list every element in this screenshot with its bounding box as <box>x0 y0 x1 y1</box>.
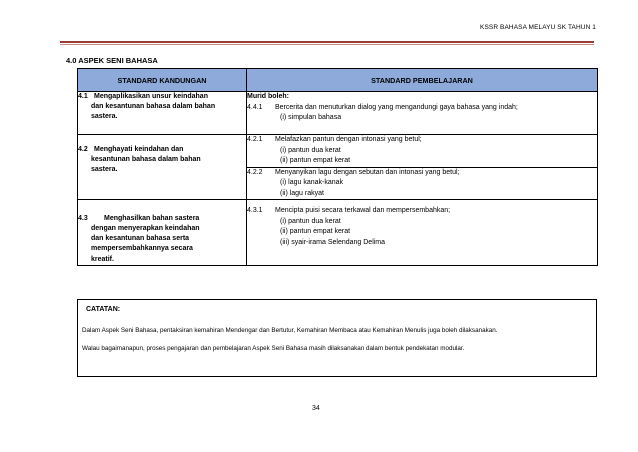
table-row <box>78 200 598 266</box>
kd-line: sastera. <box>91 113 118 121</box>
pb-sub-item: (iii) syair-irama Selendang Delima <box>280 238 386 246</box>
pb-sub-item: (i) lagu kanak-kanak <box>280 179 344 186</box>
section-title: 4.0 ASPEK SENI BAHASA <box>66 56 158 65</box>
header-standard-kandungan: STANDARD KANDUNGAN <box>78 69 247 92</box>
pb-text: Mencipta puisi secara terkawal dan mempersembahkan; <box>275 207 451 214</box>
running-header: KSSR BAHASA MELAYU SK TAHUN 1 <box>480 24 596 31</box>
kd-number: 4.2 <box>78 146 88 153</box>
pb-text: Bercerita dan menuturkan dialog yang mengandungi gaya bahasa yang indah; <box>275 103 518 111</box>
pb-text: Melafazkan pantun dengan intonasi yang betul; <box>275 136 422 143</box>
kd-cell <box>78 92 247 135</box>
header-rule <box>60 41 594 43</box>
kd-line: kreatif. <box>91 255 114 263</box>
kd-line: Menghasilkan bahan sastera <box>104 215 200 222</box>
pb-sub-item: (ii) pantun empat kerat <box>280 228 351 235</box>
table-row <box>78 135 598 168</box>
header-standard-pembelajaran: STANDARD PEMBELAJARAN <box>247 69 598 92</box>
pb-code: 4.3.1 <box>247 207 263 214</box>
table-row <box>78 92 598 135</box>
kd-line: kesantunan bahasa dalam bahan <box>91 156 201 164</box>
kd-line: mempersembahkannya secara <box>91 245 193 253</box>
kd-number: 4.3 <box>78 215 88 222</box>
kd-cell <box>78 200 247 266</box>
header-rule-thin <box>60 44 594 45</box>
pb-text: Menyanyikan lagu dengan sebutan dan intonasi yang betul; <box>275 168 460 176</box>
pb-cell <box>247 135 598 168</box>
pb-cell <box>247 200 598 266</box>
kd-line: dengan menyerapkan keindahan <box>91 225 200 233</box>
table-header-row <box>78 69 598 92</box>
notes-paragraph: Walau bagaimanapun, proses pengajaran dan pembelajaran Aspek Seni Bahasa masih dilaksanakan dalam bentuk pendekatan modular. <box>82 345 465 352</box>
murid-boleh-label: Murid boleh: <box>247 93 289 100</box>
pb-sub-item: (i) pantun dua kerat <box>280 146 341 154</box>
kd-line: sastera. <box>91 166 118 174</box>
standards-table <box>77 68 598 266</box>
page-number: 34 <box>312 405 320 412</box>
pb-sub-item: (ii) pantun empat kerat <box>280 157 351 164</box>
kd-line: Mengaplikasikan unsur keindahan <box>94 93 208 100</box>
kd-line: dan kesantunan bahasa serta <box>91 235 190 243</box>
kd-line: Menghayati keindahan dan <box>94 146 184 153</box>
pb-code: 4.2.1 <box>247 136 263 143</box>
pb-sub-item: (i) pantun dua kerat <box>280 217 341 225</box>
notes-box <box>77 299 597 377</box>
kd-number: 4.1 <box>78 93 88 100</box>
pb-code: 4.2.2 <box>247 168 263 176</box>
kd-line: dan kesantunan bahasa dalam bahan <box>91 103 216 111</box>
pb-sub-item: (ii) lagu rakyat <box>280 189 324 197</box>
kd-cell <box>78 135 247 200</box>
pb-code: 4.4.1 <box>247 103 263 111</box>
pb-cell <box>247 167 598 200</box>
pb-cell <box>247 92 598 135</box>
pb-sub-item: (i) simpulan bahasa <box>280 114 342 121</box>
notes-paragraph: Dalam Aspek Seni Bahasa, pentaksiran kemahiran Mendengar dan Bertutur, Kemahiran Membaca atau Kemahiran Menulis juga boleh dilaksanakan. <box>82 327 498 334</box>
notes-title: CATATAN: <box>86 306 121 313</box>
